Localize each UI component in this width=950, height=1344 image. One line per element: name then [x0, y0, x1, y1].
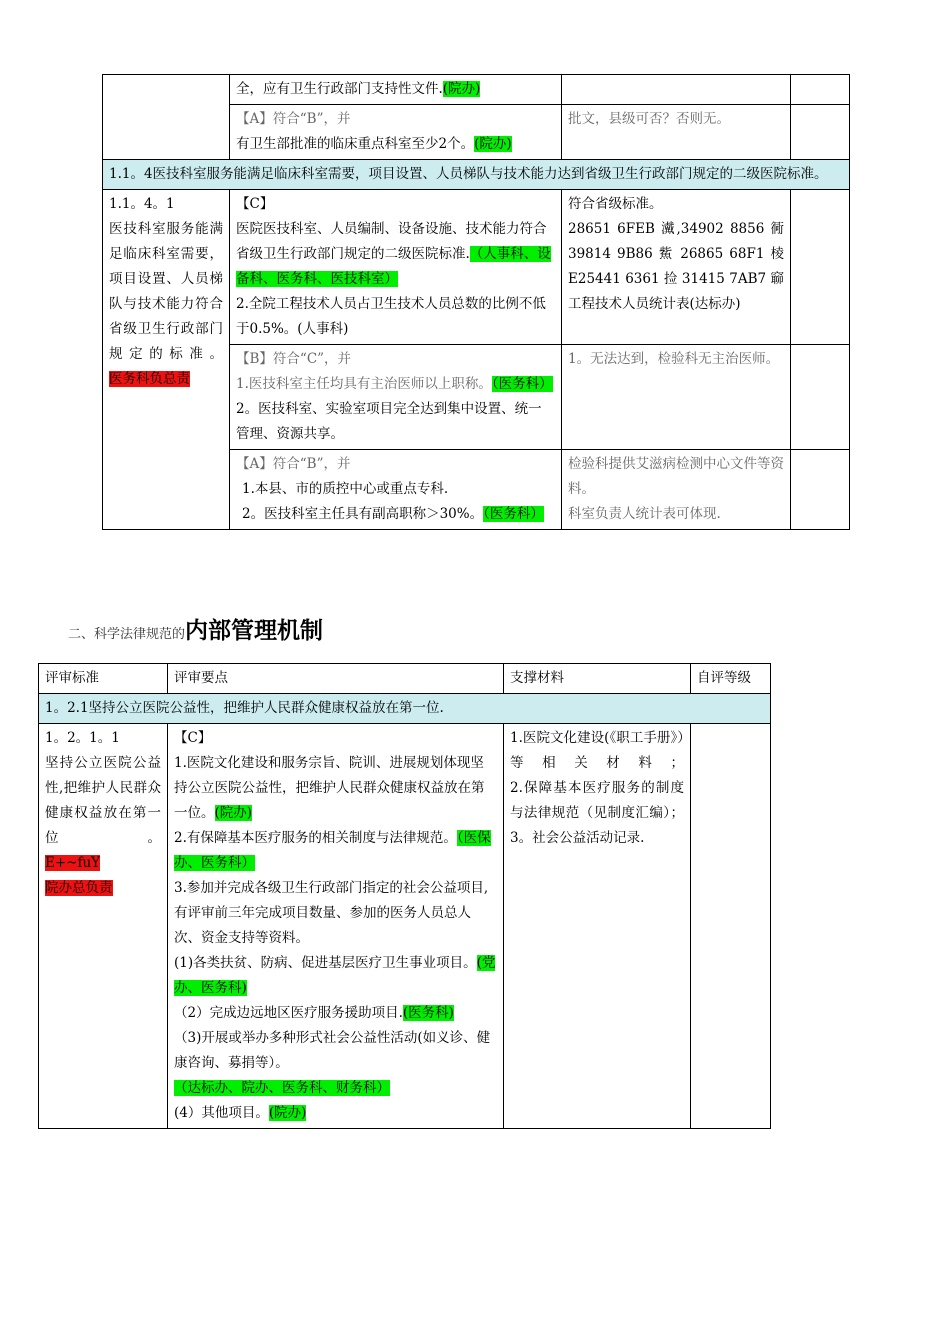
criteria-cell: 全，应有卫生行政部门支持性文件.(院办): [230, 75, 562, 105]
standard-cell: 1。2。1。1 坚持公立医院公益性,把维护人民群众健康权益放在第一位。 E+~fuY 院办总负责: [39, 724, 168, 1129]
dept-tag: (党办、医务科): [174, 955, 496, 996]
header-standard: 评审标准: [39, 664, 168, 694]
standard-cell: 1.1。4。1 医技科室服务能满足临床科室需要，项目设置、人员梯队与技术能力符合省级卫生行政部门规定的标准。 医务科负总责: [103, 190, 230, 530]
table-row: [103, 160, 850, 190]
dept-tag: (院办): [268, 1105, 307, 1121]
dept-tag: (院办): [474, 136, 512, 152]
criteria-cell: 【C】 1.医院文化建设和服务宗旨、院训、进展规划体现坚持公立医院公益性，把维护人民群众健康权益放在第一位。(院办) 2.有保障基本医疗服务的相关制度与法律规范。（医保办、医务科） 3.参加并完成各级卫生行政部门指定的社会公益项目,有评审前三年完成项目数量、参加的医务人员总人次、资金支持等资料。 (1)各类扶贫、防病、促进基层医疗卫生事业项目。(党办、医务科) （2）完成边远地区医疗服务援助项目.(医务科) （3)开展或举办多种形式社会公益性活动(如义诊、健康咨询、募捐等）。（达标办、院办、医务科、财务科） (4）其他项目。(院办): [168, 724, 504, 1129]
support-cell: 批文，县级可否？否则无。: [562, 105, 791, 160]
table-row: [103, 190, 850, 345]
support-cell: [562, 75, 791, 105]
table-row: [39, 694, 771, 724]
grade-cell: [791, 450, 850, 530]
table-header-row: [39, 664, 771, 694]
criteria-cell: 【A】符合“B”，并 1.本县、市的质控中心或重点专科. 2。医技科室主任具有副高职称＞30%。（医务科）: [230, 450, 562, 530]
responsibility-tag: 医务科负总责: [109, 371, 190, 387]
header-criteria: 评审要点: [168, 664, 504, 694]
support-cell: 1。无法达到，检验科无主治医师。: [562, 345, 791, 450]
dept-tag: （医保办、医务科）: [174, 830, 491, 871]
table-row: [39, 724, 771, 1129]
standards-table-1: [102, 74, 850, 530]
dept-tag: （人事科、设备科、医务科、医技科室）: [236, 246, 551, 287]
grade-cell: [691, 724, 771, 1129]
standard-cell-empty: [103, 75, 230, 160]
dept-tag: （达标办、院办、医务科、财务科）: [174, 1080, 390, 1096]
criteria-cell: 【C】 医院医技科室、人员编制、设备设施、技术能力符合省级卫生行政部门规定的二级医院标准.（人事科、设备科、医务科、医技科室） 2.全院工程技术人员占卫生技术人员总数的比例不低于0.5%。(人事科): [230, 190, 562, 345]
criteria-cell: 【A】符合“B”，并 有卫生部批准的临床重点科室至少2个。(院办): [230, 105, 562, 160]
standards-table-2: [38, 663, 771, 1129]
grade-cell: [791, 75, 850, 105]
support-cell: 1.医院文化建设(《职工手册》）等相关材料； 2.保障基本医疗服务的制度与法律规范（见制度汇编）； 3。社会公益活动记录.: [504, 724, 691, 1129]
header-grade: 自评等级: [691, 664, 771, 694]
dept-tag: (院办): [442, 81, 481, 97]
support-cell: 检验科提供艾滋病检测中心文件等资料。 科室负责人统计表可体现.: [562, 450, 791, 530]
grade-cell: [791, 345, 850, 450]
grade-cell: [791, 105, 850, 160]
dept-tag: （医务科）: [483, 506, 544, 522]
mark-tag: E+~fuY: [45, 855, 101, 871]
dept-tag: （医务科）: [491, 376, 553, 392]
section-heading-cell: 1.1。4医技科室服务能满足临床科室需要，项目设置、人员梯队与技术能力达到省级卫生行政部门规定的二级医院标准。: [103, 160, 850, 190]
table-row: [103, 75, 850, 105]
header-support: 支撑材料: [504, 664, 691, 694]
criteria-cell: 【B】符合“C”，并 1.医技科室主任均具有主治医师以上职称。（医务科） 2。医技科室、实验室项目完全达到集中设置、统一管理、资源共享。: [230, 345, 562, 450]
support-cell: 符合省级标准。 28651 6FEB 瀻,34902 8856 衕 39814 9B86 鮆 26865 68F1 棱 E25441 6361 捡 31415 7AB7 窷 工程技术人员统计表(达标办): [562, 190, 791, 345]
dept-tag: (院办): [214, 805, 253, 821]
dept-tag: (医务科): [402, 1005, 454, 1021]
responsibility-tag: 院办总负责: [45, 880, 113, 896]
section-heading-cell: 1。2.1坚持公立医院公益性，把维护人民群众健康权益放在第一位.: [39, 694, 771, 724]
grade-cell: [791, 190, 850, 345]
section-title: 二、科学法律规范的内部管理机制: [68, 618, 324, 644]
